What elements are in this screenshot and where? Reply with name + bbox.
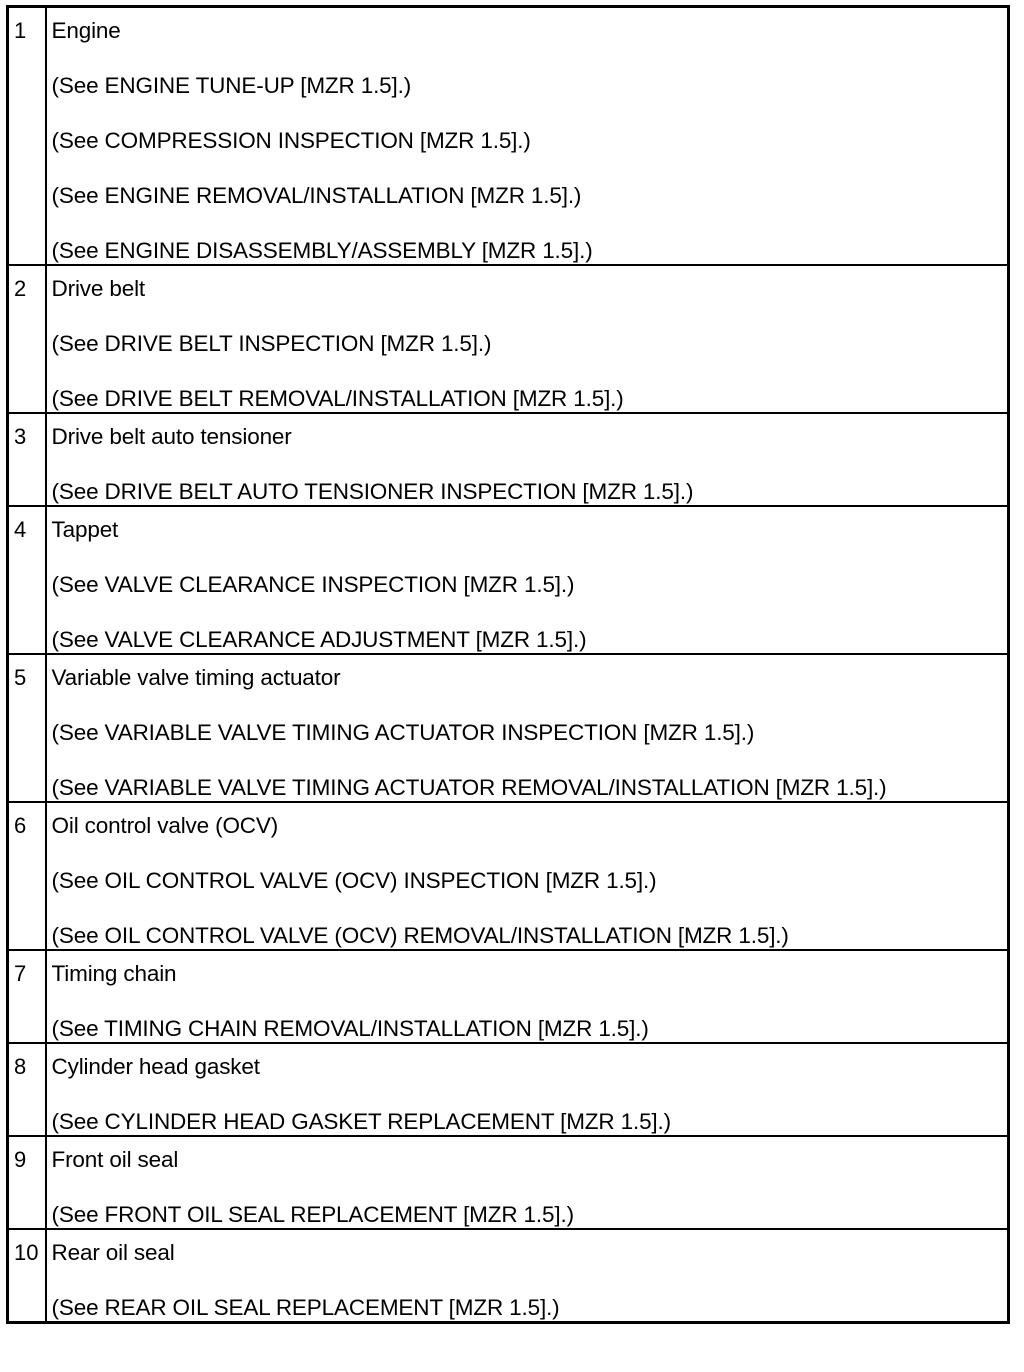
reference-link[interactable]: (See REAR OIL SEAL REPLACEMENT [MZR 1.5].) (51, 1295, 560, 1320)
reference-link[interactable]: (See OIL CONTROL VALVE (OCV) INSPECTION [MZR 1.5].) (51, 868, 657, 893)
item-number: 7 (8, 950, 46, 1043)
item-name: Variable valve timing actuator (51, 665, 341, 690)
item-number: 3 (8, 413, 46, 506)
reference-link[interactable]: (See VALVE CLEARANCE INSPECTION [MZR 1.5].) (51, 572, 575, 597)
reference-link[interactable]: (See FRONT OIL SEAL REPLACEMENT [MZR 1.5].) (51, 1202, 574, 1227)
reference-line (52, 627, 1008, 653)
item-name: Oil control valve (OCV) (51, 813, 279, 838)
item-content (46, 7, 1009, 266)
table-row-9 (8, 1136, 1009, 1229)
item-number: 4 (8, 506, 46, 654)
reference-line (52, 775, 1008, 801)
reference-link[interactable]: (See DRIVE BELT AUTO TENSIONER INSPECTION [MZR 1.5].) (51, 479, 694, 504)
reference-line (52, 868, 1008, 894)
reference-link[interactable]: (See VARIABLE VALVE TIMING ACTUATOR INSPECTION [MZR 1.5].) (51, 720, 755, 745)
table-row-8 (8, 1043, 1009, 1136)
reference-line (52, 1109, 1008, 1135)
reference-link[interactable]: (See CYLINDER HEAD GASKET REPLACEMENT [MZR 1.5].) (51, 1109, 671, 1134)
table-row-6 (8, 802, 1009, 950)
reference-link[interactable]: (See VARIABLE VALVE TIMING ACTUATOR REMOVAL/INSTALLATION [MZR 1.5].) (51, 775, 887, 800)
item-number: 6 (8, 802, 46, 950)
reference-line (52, 128, 1008, 154)
reference-line (52, 923, 1008, 949)
item-content (46, 506, 1009, 654)
reference-table (6, 5, 1010, 1324)
reference-line (52, 1295, 1008, 1321)
item-content (46, 1043, 1009, 1136)
table-row-7 (8, 950, 1009, 1043)
reference-link[interactable]: (See DRIVE BELT INSPECTION [MZR 1.5].) (51, 331, 492, 356)
item-number: 8 (8, 1043, 46, 1136)
table-row-4 (8, 506, 1009, 654)
table-row-1 (8, 7, 1009, 266)
reference-line (52, 238, 1008, 264)
reference-line (52, 720, 1008, 746)
item-number: 1 (8, 7, 46, 266)
item-name: Drive belt (51, 276, 146, 301)
item-content (46, 413, 1009, 506)
item-content (46, 1229, 1009, 1323)
item-number: 2 (8, 265, 46, 413)
item-content (46, 802, 1009, 950)
item-content (46, 265, 1009, 413)
reference-link[interactable]: (See VALVE CLEARANCE ADJUSTMENT [MZR 1.5].) (51, 627, 587, 652)
reference-line (52, 479, 1008, 505)
reference-link[interactable]: (See TIMING CHAIN REMOVAL/INSTALLATION [MZR 1.5].) (51, 1016, 649, 1041)
table-row-5 (8, 654, 1009, 802)
item-name: Drive belt auto tensioner (51, 424, 292, 449)
reference-link[interactable]: (See COMPRESSION INSPECTION [MZR 1.5].) (51, 128, 531, 153)
item-content (46, 654, 1009, 802)
item-name: Cylinder head gasket (51, 1054, 260, 1079)
reference-link[interactable]: (See ENGINE REMOVAL/INSTALLATION [MZR 1.5].) (51, 183, 582, 208)
reference-line (52, 331, 1008, 357)
table-row-10 (8, 1229, 1009, 1323)
item-number: 10 (8, 1229, 46, 1323)
item-content (46, 1136, 1009, 1229)
item-name: Timing chain (51, 961, 177, 986)
reference-link[interactable]: (See ENGINE TUNE-UP [MZR 1.5].) (51, 73, 412, 98)
table-row-3 (8, 413, 1009, 506)
reference-line (52, 73, 1008, 99)
item-number: 5 (8, 654, 46, 802)
item-name: Engine (51, 18, 121, 43)
reference-table-body (8, 7, 1009, 1323)
table-row-2 (8, 265, 1009, 413)
item-content (46, 950, 1009, 1043)
reference-link[interactable]: (See OIL CONTROL VALVE (OCV) REMOVAL/INSTALLATION [MZR 1.5].) (51, 923, 789, 948)
item-name: Front oil seal (51, 1147, 179, 1172)
reference-link[interactable]: (See DRIVE BELT REMOVAL/INSTALLATION [MZR 1.5].) (51, 386, 624, 411)
item-number: 9 (8, 1136, 46, 1229)
item-name: Tappet (51, 517, 119, 542)
reference-line (52, 183, 1008, 209)
reference-link[interactable]: (See ENGINE DISASSEMBLY/ASSEMBLY [MZR 1.5].) (51, 238, 593, 263)
reference-line (52, 386, 1008, 412)
item-name: Rear oil seal (51, 1240, 175, 1265)
reference-line (52, 572, 1008, 598)
reference-line (52, 1202, 1008, 1228)
reference-line (52, 1016, 1008, 1042)
